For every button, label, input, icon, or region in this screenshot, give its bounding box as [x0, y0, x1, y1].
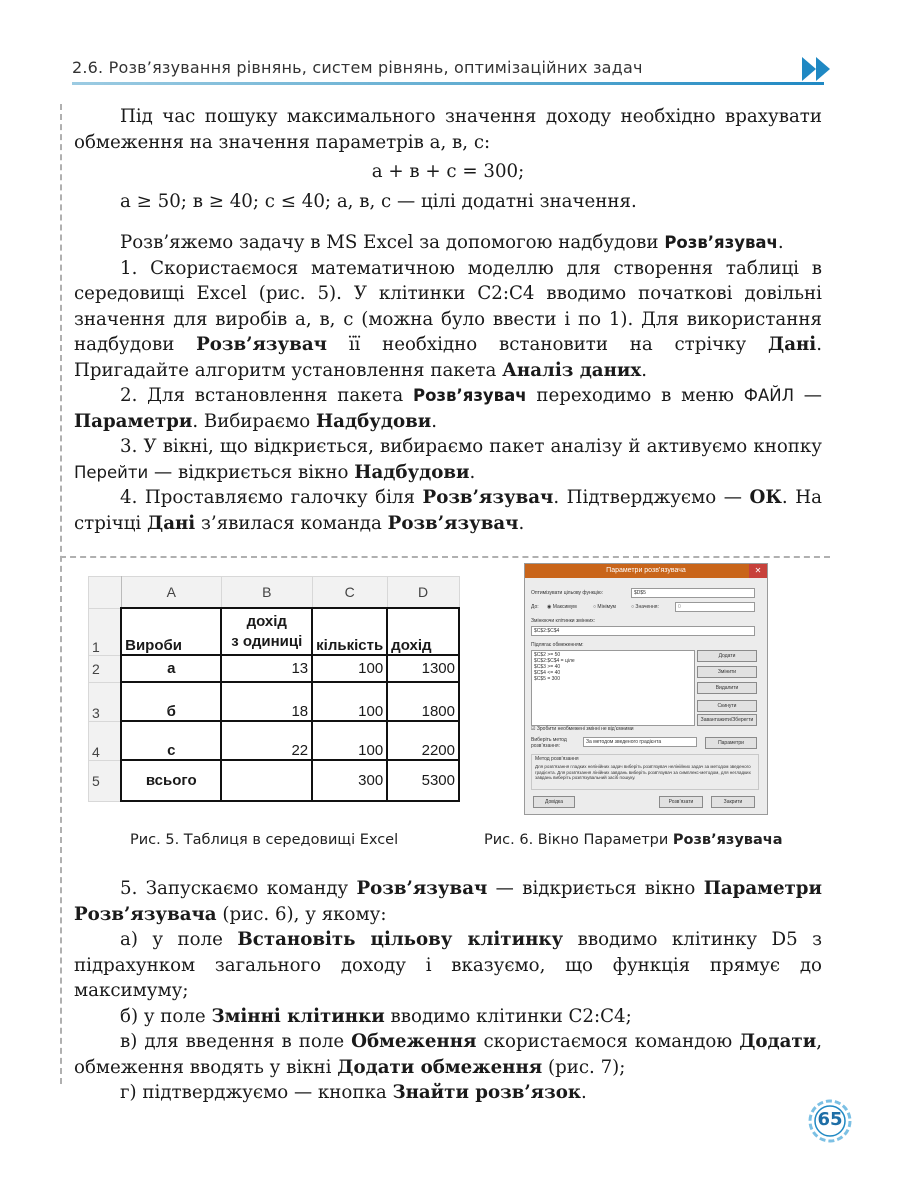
table-row: 1 Вироби дохід з одиниці кількість дохід	[89, 608, 460, 655]
col-header-a: A	[121, 577, 221, 609]
changing-label: Змінюючи клітинки змінних:	[531, 618, 596, 624]
list-item[interactable]: $C$2 >= 50	[534, 652, 561, 658]
cell-b2: 13	[221, 655, 312, 682]
changing-input[interactable]: $C$2:$C$4	[531, 626, 755, 636]
method-group-title: Метод розв’язання	[535, 756, 579, 762]
constraints-label: Підлягає обмеженням:	[531, 642, 584, 648]
step-2: 2. Для встановлення пакета Розв’язувач переходимо в меню ФАЙЛ — Параметри. Вибираємо Надбудови.	[74, 385, 822, 432]
cell-b1: дохід з одиниці	[221, 608, 312, 655]
constraints-list[interactable]	[531, 650, 695, 726]
constraints-line: а ≥ 50; в ≥ 40; с ≤ 40; а, в, с — цілі додатні значення.	[120, 190, 637, 212]
radio-value[interactable]: ○ Значення:	[631, 604, 659, 610]
lead-paragraph: Розв’яжемо задачу в MS Excel за допомогою надбудови Розв’язувач.	[120, 232, 784, 253]
excel-table-figure	[88, 576, 460, 800]
cell-a2: а	[121, 655, 221, 682]
cell-d3: 1800	[387, 682, 459, 721]
cell-c2: 100	[312, 655, 387, 682]
step-3: 3. У вікні, що відкриється, вибираємо пакет аналізу й активуємо кнопку Перейти — відкриється вікно Надбудови.	[74, 436, 822, 483]
radio-max[interactable]: ◉ Максимум	[547, 604, 577, 610]
text-block-steps	[74, 876, 822, 1106]
margin-rule	[60, 104, 62, 1084]
nonnegative-checkbox[interactable]: ☑ Зробити необмежені змінні не від’ємними	[531, 726, 634, 732]
list-item[interactable]: $C$2:$C$4 = ціле	[534, 658, 575, 664]
col-header-c: C	[312, 577, 387, 609]
equation: а + в + с = 300;	[371, 161, 525, 182]
section-separator	[60, 556, 830, 558]
cell-a1: Вироби	[121, 608, 221, 655]
chapter-title: 2.6. Розв’язування рівнянь, систем рівнянь, оптимізаційних задач	[72, 58, 643, 77]
objective-input[interactable]: $D$5	[631, 588, 755, 598]
method-label: Виберіть метод розв’язання:	[531, 737, 567, 749]
objective-label: Оптимізувати цільову функцію:	[531, 590, 604, 596]
step-5c: в) для введення в поле Обмеження скористаємося командою Додати, обмеження вводять у вікні Додати обмеження (рис. 7);	[74, 1031, 822, 1078]
cell-b4: 22	[221, 721, 312, 760]
cell-c1: кількість	[312, 608, 387, 655]
cell-a4: с	[121, 721, 221, 760]
step-5: 5. Запускаємо команду Розв’язувач — відкриється вікно Параметри Розв’язувача (рис. 6), у якому:	[74, 878, 822, 925]
to-label: До:	[531, 604, 539, 610]
cell-d4: 2200	[387, 721, 459, 760]
close-button[interactable]: Закрити	[711, 796, 755, 808]
intro-paragraph: Під час пошуку максимального значення доходу необхідно врахувати обмеження на значення параметрів а, в, с:	[74, 106, 822, 153]
cell-b5	[221, 760, 312, 801]
change-button[interactable]: Змінити	[697, 666, 757, 678]
cell-c5: 300	[312, 760, 387, 801]
excel-grid	[88, 576, 460, 802]
page-number-badge	[807, 1098, 853, 1144]
dialog-title: Параметри розв’язувача	[606, 567, 686, 574]
table-row: 5 всього 300 5300	[89, 760, 460, 801]
cell-a5: всього	[121, 760, 221, 801]
table-row: 3 б 18 100 1800	[89, 682, 460, 721]
method-group	[531, 754, 759, 790]
delete-button[interactable]: Видалити	[697, 682, 757, 694]
help-button[interactable]: Довідка	[533, 796, 575, 808]
cell-c4: 100	[312, 721, 387, 760]
figure-5-caption: Рис. 5. Таблиця в середовищі Excel	[130, 832, 399, 848]
close-icon[interactable]: ✕	[749, 564, 767, 578]
dialog-title-bar	[525, 564, 767, 578]
step-4: 4. Проставляємо галочку біля Розв’язувач. Підтверджуємо — ОК. На стрічці Дані з’явилася команда Розв’язувач.	[74, 487, 822, 534]
table-row: 2 а 13 100 1300	[89, 655, 460, 682]
cell-b3: 18	[221, 682, 312, 721]
col-header-b: B	[221, 577, 312, 609]
solve-button[interactable]: Розв’язати	[659, 796, 703, 808]
double-chevron-right-icon	[800, 54, 834, 84]
solver-parameters-dialog	[524, 563, 768, 815]
table-row: 4 с 22 100 2200	[89, 721, 460, 760]
step-5a: а) у поле Встановіть цільову клітинку вводимо клітинку D5 з підрахунком загального доходу і вказуємо, що функція прямує до максимуму;	[74, 929, 823, 1001]
cell-d1: дохід	[387, 608, 459, 655]
cell-a3: б	[121, 682, 221, 721]
method-select[interactable]: За методом зведеного градієнта	[583, 737, 697, 747]
step-1: 1. Скористаємося математичною моделлю для створення таблиці в середовищі Excel (рис. 5). У клітинки С2:С4 вводимо початкові довільні значення для виробів а, в, с (можна було ввести і по 1). Для використання надбудови Розв’язувач її необхідно встановити на стрічку Дані. Пригадайте алгоритм установлення пакета Аналіз даних.	[74, 257, 823, 381]
header-rule	[72, 82, 824, 85]
cell-d5: 5300	[387, 760, 459, 801]
reset-button[interactable]: Скинути	[697, 700, 757, 712]
text-block-intro	[74, 104, 822, 536]
figure-6-caption: Рис. 6. Вікно Параметри Розв’язувача	[484, 832, 783, 848]
list-item[interactable]: $C$3 >= 40	[534, 664, 561, 670]
load-save-button[interactable]: Завантажити/Зберегти	[697, 714, 757, 726]
value-input[interactable]: 0	[675, 602, 755, 612]
list-item[interactable]: $C$5 = 300	[534, 676, 560, 682]
running-header	[72, 56, 832, 86]
options-button[interactable]: Параметри	[705, 737, 757, 749]
method-description: Для розв’язання гладких нелінійних задач виберіть розв’язувач нелінійних задач за методом зведеного градієнта. Для розв’язання лінійних завдань виберіть розв’язувач за симплекс-методом, для негладких завдань виберіть розв’язувальний засіб пошуку.	[535, 764, 751, 780]
page-number: 65	[817, 1109, 843, 1130]
col-header-d: D	[387, 577, 459, 609]
step-5d: г) підтверджуємо — кнопка Знайти розв’язок.	[120, 1082, 587, 1103]
step-5b: б) у поле Змінні клітинки вводимо клітинки С2:С4;	[120, 1005, 632, 1027]
cell-d2: 1300	[387, 655, 459, 682]
radio-min[interactable]: ○ Мінімум	[593, 604, 616, 610]
cell-c3: 100	[312, 682, 387, 721]
add-button[interactable]: Додати	[697, 650, 757, 662]
list-item[interactable]: $C$4 <= 40	[534, 670, 561, 676]
